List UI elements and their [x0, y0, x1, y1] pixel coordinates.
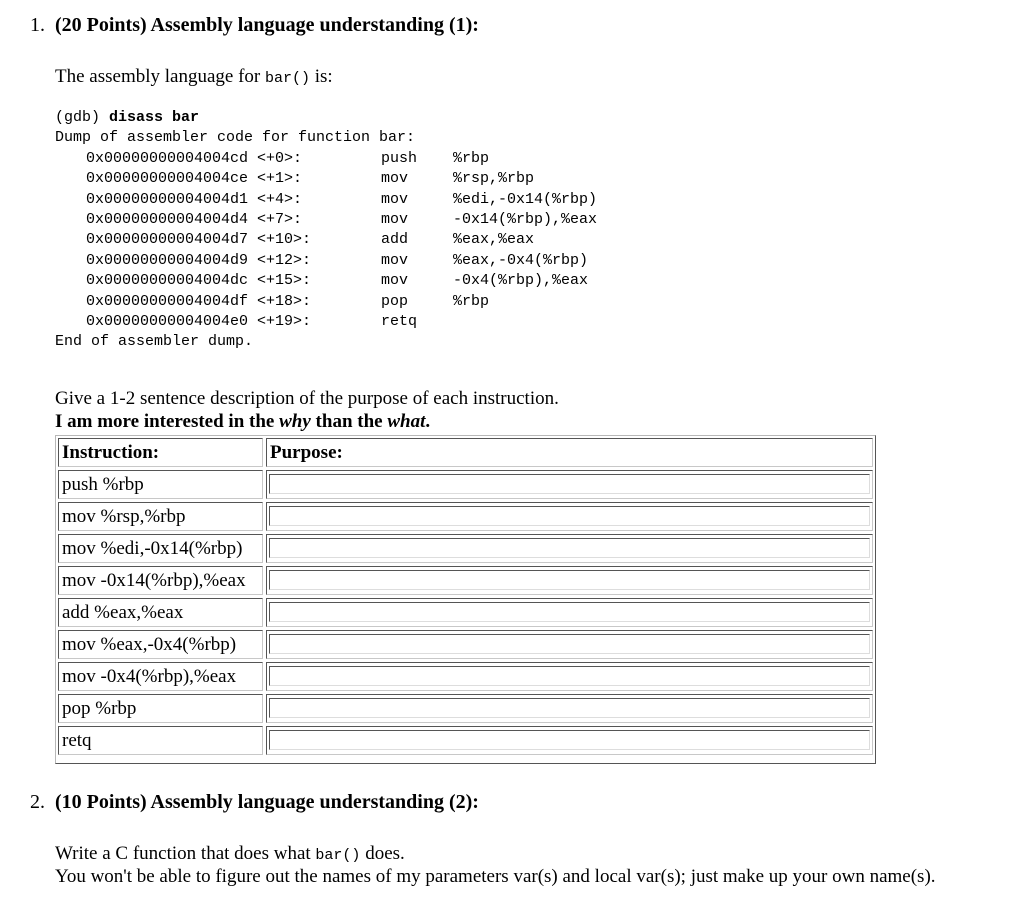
intro-text: The assembly language for: [55, 66, 265, 87]
question-2-line-1: [55, 843, 405, 865]
instruction-cell: push %rbp: [58, 470, 263, 499]
purpose-cell: [266, 598, 873, 627]
header-instruction: Instruction:: [58, 438, 263, 467]
asm-operands: %eax,-0x4(%rbp): [453, 251, 589, 269]
asm-line: [55, 251, 589, 271]
asm-address: 0x00000000004004cd <+0>:: [86, 149, 303, 167]
asm-address: 0x00000000004004df <+18>:: [86, 292, 312, 310]
asm-opcode: mov: [381, 210, 409, 228]
question-2-heading: [30, 791, 479, 814]
dump-footer: End of assembler dump.: [55, 333, 254, 351]
question-2-line-2: You won't be able to figure out the names of my parameters var(s) and local var(s); just make up your own name(s).: [55, 866, 936, 887]
emphasis-why: why: [279, 411, 311, 432]
intro-suffix: is:: [310, 66, 333, 87]
purpose-cell: [266, 630, 873, 659]
instruction-cell: mov %rsp,%rbp: [58, 502, 263, 531]
table-row: [58, 598, 873, 627]
asm-operands: %edi,-0x14(%rbp): [453, 190, 598, 208]
asm-address: 0x00000000004004d1 <+4>:: [86, 190, 303, 208]
question-2-title: (10 Points) Assembly language understanding (2):: [55, 791, 479, 813]
asm-opcode: retq: [381, 312, 418, 330]
table-header-row: [58, 438, 873, 467]
answer-table: [55, 435, 876, 764]
asm-operands: -0x4(%rbp),%eax: [453, 272, 589, 290]
purpose-answer-field[interactable]: [269, 506, 870, 526]
question-1-heading: [30, 14, 479, 37]
asm-line: [55, 210, 598, 230]
table-row: [58, 534, 873, 563]
purpose-answer-field[interactable]: [269, 602, 870, 622]
table-row: [58, 502, 873, 531]
header-purpose: Purpose:: [266, 438, 873, 467]
gdb-command-line: [55, 108, 415, 128]
question-1-title: (20 Points) Assembly language understanding (1):: [55, 14, 479, 36]
asm-opcode: mov: [381, 170, 409, 188]
asm-line: [55, 190, 598, 210]
instructions-prompt: Give a 1-2 sentence description of the purpose of each instruction.: [55, 388, 559, 409]
purpose-answer-field[interactable]: [269, 474, 870, 494]
asm-operands: %rbp: [453, 149, 490, 167]
question-2-number: 2.: [30, 791, 45, 813]
table-row: [58, 630, 873, 659]
emphasis-text-a: I am more interested in the: [55, 411, 280, 432]
emphasis-prompt: [55, 411, 430, 433]
intro-code: bar(): [264, 70, 310, 87]
instruction-cell: pop %rbp: [58, 694, 263, 723]
purpose-answer-field[interactable]: [269, 570, 870, 590]
asm-operands: %eax,%eax: [453, 231, 535, 249]
purpose-cell: [266, 566, 873, 595]
asm-opcode: mov: [381, 272, 409, 290]
emphasis-what: what: [387, 411, 426, 432]
asm-operands: -0x14(%rbp),%eax: [453, 210, 598, 228]
gdb-prompt: (gdb): [55, 109, 110, 126]
emphasis-text-b: than the: [310, 411, 388, 432]
asm-address: 0x00000000004004ce <+1>:: [86, 170, 303, 188]
assembly-intro: [55, 66, 333, 88]
asm-lines: [55, 149, 598, 333]
asm-opcode: mov: [381, 190, 409, 208]
instruction-cell: mov %edi,-0x14(%rbp): [58, 534, 263, 563]
gdb-command: disass bar: [109, 109, 200, 126]
instruction-cell: mov %eax,-0x4(%rbp): [58, 630, 263, 659]
table-row: [58, 662, 873, 691]
q2-line1-suffix: does.: [360, 843, 405, 864]
purpose-cell: [266, 694, 873, 723]
purpose-answer-field[interactable]: [269, 666, 870, 686]
asm-address: 0x00000000004004d4 <+7>:: [86, 210, 303, 228]
table-row: [58, 694, 873, 723]
asm-opcode: pop: [381, 292, 409, 310]
asm-operands: %rbp: [453, 292, 490, 310]
instruction-cell: retq: [58, 726, 263, 755]
purpose-answer-field[interactable]: [269, 634, 870, 654]
purpose-cell: [266, 726, 873, 755]
instruction-cell: add %eax,%eax: [58, 598, 263, 627]
asm-opcode: mov: [381, 251, 409, 269]
gdb-disassembly: [55, 108, 598, 353]
q2-line1-code: bar(): [315, 847, 361, 864]
table-row: [58, 726, 873, 755]
table-row: [58, 566, 873, 595]
q2-line1-prefix: Write a C function that does what: [55, 843, 316, 864]
asm-opcode: push: [381, 149, 418, 167]
emphasis-period: .: [425, 411, 431, 432]
purpose-cell: [266, 502, 873, 531]
asm-line: [55, 312, 418, 332]
asm-line: [55, 169, 535, 189]
asm-operands: %rsp,%rbp: [453, 170, 535, 188]
question-1-number: 1.: [30, 14, 45, 36]
purpose-cell: [266, 534, 873, 563]
instruction-cell: mov -0x14(%rbp),%eax: [58, 566, 263, 595]
asm-address: 0x00000000004004d9 <+12>:: [86, 251, 312, 269]
asm-line: [55, 230, 535, 250]
purpose-cell: [266, 470, 873, 499]
purpose-answer-field[interactable]: [269, 730, 870, 750]
asm-address: 0x00000000004004dc <+15>:: [86, 272, 312, 290]
table-row: [58, 470, 873, 499]
asm-line: [55, 292, 490, 312]
asm-line: [55, 271, 589, 291]
asm-line: [55, 149, 490, 169]
asm-address: 0x00000000004004e0 <+19>:: [86, 312, 312, 330]
dump-header: Dump of assembler code for function bar:: [55, 129, 416, 147]
instruction-cell: mov -0x4(%rbp),%eax: [58, 662, 263, 691]
asm-opcode: add: [381, 231, 409, 249]
asm-address: 0x00000000004004d7 <+10>:: [86, 231, 312, 249]
purpose-answer-field[interactable]: [269, 698, 870, 718]
purpose-cell: [266, 662, 873, 691]
purpose-answer-field[interactable]: [269, 538, 870, 558]
